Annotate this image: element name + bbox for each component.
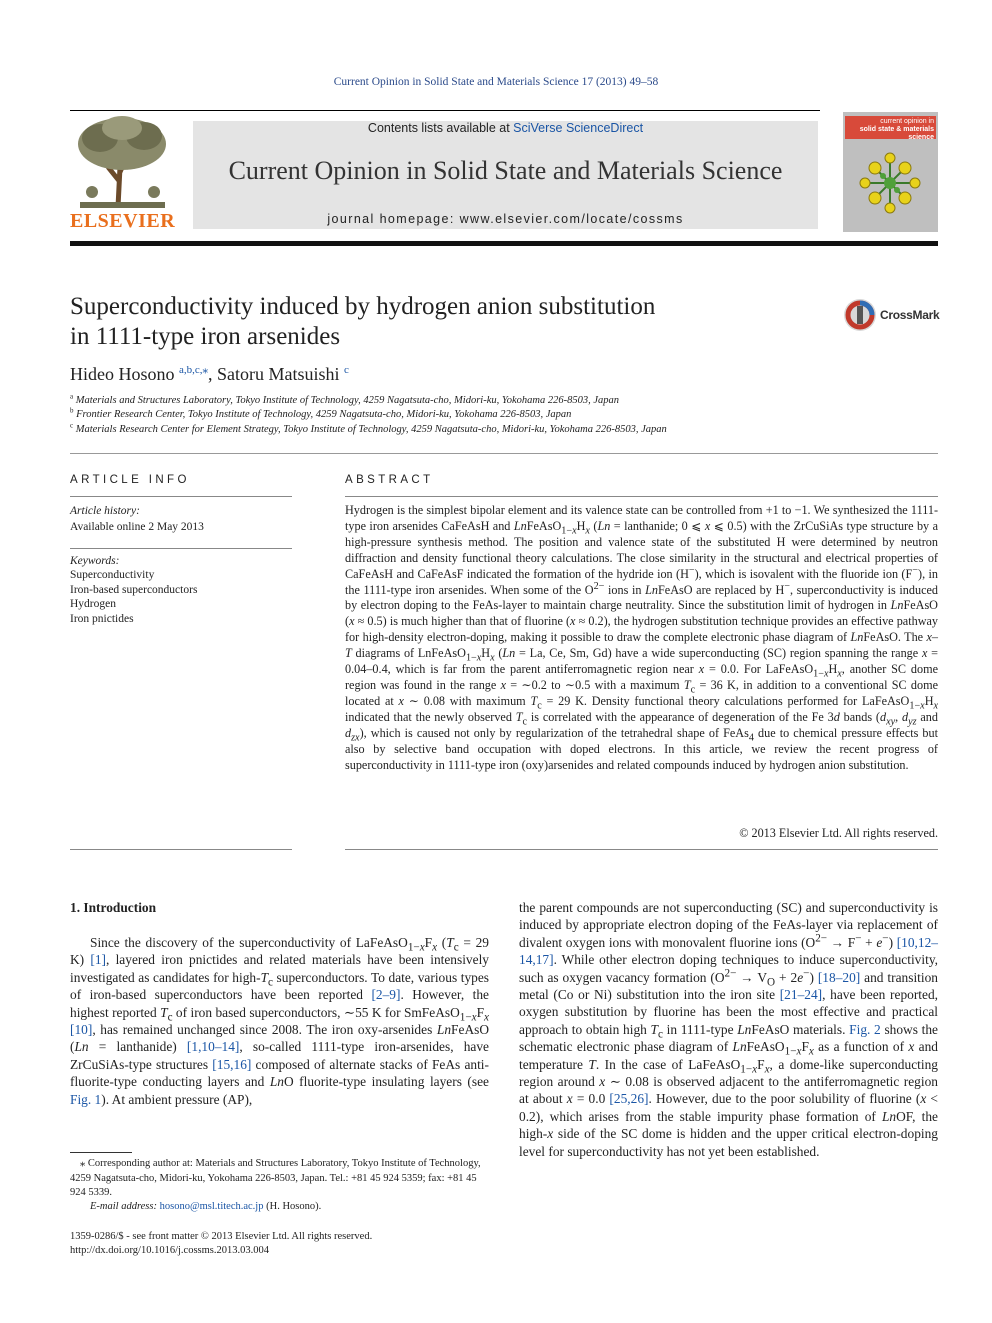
- affiliation: [70, 406, 572, 420]
- author-affiliation-marks[interactable]: a,b,c,: [179, 364, 203, 376]
- issn-line: 1359-0286/$ - see front matter © 2013 Elsevier Ltd. All rights reserved.: [70, 1231, 373, 1242]
- reference-link[interactable]: [10,12–14,17]: [519, 934, 938, 968]
- author-name[interactable]: Hideo Hosono: [70, 364, 175, 384]
- abstract-rule: [345, 496, 938, 497]
- affiliation-rule: [70, 453, 938, 454]
- email-label: E-mail address:: [90, 1201, 157, 1212]
- footnote-rule: [70, 1152, 132, 1153]
- header-thick-rule: [70, 241, 938, 246]
- keywords-rule: [70, 548, 292, 549]
- email-suffix: (H. Hosono).: [266, 1201, 322, 1212]
- author-affiliation-marks[interactable]: c: [344, 364, 349, 376]
- author-name[interactable]: Satoru Matsuishi: [217, 364, 340, 384]
- abstract-bottom-rule: [345, 849, 938, 850]
- reference-link[interactable]: [2–9]: [371, 987, 401, 1003]
- affiliation: [70, 392, 620, 406]
- contents-line: [193, 121, 818, 135]
- article-title: [70, 292, 770, 352]
- article-info-heading: ARTICLE INFO: [70, 474, 190, 486]
- reference-link[interactable]: [1]: [90, 952, 106, 968]
- reference-link[interactable]: [1,10–14]: [186, 1039, 240, 1055]
- author-list: Hideo Hosono $^{a,b,c,⁎}$, Satoru Matsuishi $^c$: [70, 364, 349, 384]
- keyword-item: Superconductivity: [70, 569, 155, 581]
- intro-paragraph-continued: the parent compounds are not superconducting (SC) and superconductivity is induced by appropriate electron doping of the FeAs-layer via replacement of divalent oxygen ions with monovalent fluorine ions $(O^{2-} \to F^- + e^-)$ [10,12–14,17]. While other electron doping techniques to induce superconductivity, such as oxygen vacancy formation $(O^{2-} \to V_O + 2e^-)$ [18–20] and transition metal (Co or Ni) substitution into the iron site [21–24], have been reported, oxygen substitution by fluorine has been the most effective and practical approach to obtain high $T_c$ in 1111-type LnFeAsO materials. Fig. 2 shows the schematic electronic phase diagram of $LnFeAsO_{1-x}F_x$ as a function of x and temperature T. In the case of $LaFeAsO_{1-x}F_x$, a dome-like superconducting region around x ∼ 0.08 is observed adjacent to the antiferromagnetic region at about x = 0.0 [25,26]. However, due to the poor solubility of fluorine (x < 0.2), which arises from the stable impurity phase formation of LnOF, the high-x side of the SC dome is hidden and the upper critical electron-doping level for superconductivity has not yet been established.: [519, 900, 939, 1159]
- journal-homepage: [193, 212, 818, 226]
- cover-band: [845, 116, 936, 139]
- affiliation-text: Materials and Structures Laboratory, Tokyo Institute of Technology, 4259 Nagatsuta-cho, Midori-ku, Yokohama 226-8503, Japan: [75, 395, 620, 406]
- cover-molecule-image: [855, 148, 925, 218]
- keywords-label: Keywords:: [70, 555, 120, 567]
- affiliation-mark: a: [70, 392, 74, 401]
- affiliation-text: Materials Research Center for Element Strategy, Tokyo Institute of Technology, 4259 Nagatsuta-cho, Midori-ku, Yokohama 226-8503, Japan: [75, 424, 667, 435]
- figure-link[interactable]: Fig. 2: [849, 1021, 881, 1037]
- article-title-line2: in 1111-type iron arsenides: [70, 323, 341, 350]
- cover-band-line2: solid state & materials science: [859, 126, 934, 141]
- abstract-text: Hydrogen is the simplest bipolar element and its valence state can be controlled from +1 to −1. We synthesized the 1111-type iron arsenides CaFeAsH and $LnFeAsO_{1-x}H_x$ (Ln = lanthanide; 0 ⩽ x ⩽ 0.5) with the ZrCuSiAs type structure by a high-pressure synthesis method. The position and valence state of the substituted H were determined by neutron diffraction and density functional theory calculations. The close similarity in the structural and electrical properties of CaFeAsH and CaFeAsF indicated the formation of the hydride ion (H−), which is isovalent with the fluoride ion (F−), in the 1111-type iron arsenides. When some of the $O^{2-}$ ions in LnFeAsO are replaced by H−, superconductivity is induced by electron doping to the FeAs-layer to maintain charge neutrality. Since the substitution limit of hydrogen in LnFeAsO (x ≈ 0.5) is much higher than that of fluorine (x ≈ 0.2), the hydrogen substitution technique provides an effective pathway for high-density electron-doping, making it possible to draw the complete electronic phase diagram of LnFeAsO. The x–T diagrams of $LnFeAsO_{1-x}H_x$ (Ln = La, Ce, Sm, Gd) have a wide superconducting (SC) region spanning the range x = 0.04–0.4, which is far from the parent antiferromagnetic region near x = 0.0. For $LaFeAsO_{1-x}H_x$, another SC dome region was found in the range x = ∼0.2 to ∼0.5 with a maximum $T_c = 36$ K, in addition to a conventional SC dome located at x ∼ 0.08 with maximum $T_c = 29$ K. Density functional theory calculations performed for $LaFeAsO_{1-x}H_x$ indicated that the newly observed $T_c$ is correlated with the appearance of degeneration of the Fe 3d bands ($d_{xy}$, $d_{yz}$ and $d_{zx}$), which is caused not only by regularization of the tetrahedral shape of FeAs$_4$ due to chemical pressure effects but also by selective band occupation with doped electrons. In this article, we review the recent progress of superconductivity in 1111-type iron (oxy)arsenides and related compounds induced by hydrogen anion substitution.: [345, 503, 939, 772]
- sciencedirect-link[interactable]: SciVerse ScienceDirect: [513, 121, 644, 135]
- intro-paragraph: Since the discovery of the superconductivity of $LaFeAsO_{1-x}F_x$ ($T_c = 29$ K) [1], layered iron pnictides and related materials have been intensively investigated as candidates for high-$T_c$ superconductors. To date, various types of iron-based superconductors have been reported [2–9]. However, the highest reported $T_c$ of iron based superconductors, ∼55 K for $SmFeAsO_{1-x}F_x$ [10], has remained unchanged since 2008. The iron oxy-arsenides LnFeAsO (Ln = lanthanide) [1,10–14], so-called 1111-type iron-arsenides, have ZrCuSiAs-type structures [15,16] composed of alternate stacks of FeAs anti-fluorite-type conducting layers and LnO fluorite-type insulating layers (see Fig. 1). At ambient pressure (AP),: [70, 935, 490, 1107]
- keyword-item: Iron pnictides: [70, 612, 134, 625]
- affiliation-text: Frontier Research Center, Tokyo Institute of Technology, 4259 Nagatsuta-cho, Midori-ku, Yokohama 226-8503, Japan: [76, 409, 572, 420]
- history-label: Article history:: [70, 505, 140, 517]
- affiliation-mark: b: [70, 406, 74, 415]
- contents-prefix: Contents lists available at: [367, 121, 514, 135]
- figure-link[interactable]: Fig. 1: [70, 1091, 102, 1107]
- journal-title: Current Opinion in Solid State and Materials Science: [228, 156, 783, 185]
- homepage-prefix: journal homepage:: [327, 212, 460, 226]
- corresponding-footnote: [70, 1157, 489, 1201]
- crossmark-label[interactable]: CrossMark: [880, 308, 940, 322]
- article-title-line1: Superconductivity induced by hydrogen anion substitution: [70, 293, 656, 320]
- keyword-item: Iron-based superconductors: [70, 583, 198, 596]
- affiliation-mark: c: [70, 421, 74, 430]
- reference-link[interactable]: [21–24]: [779, 987, 823, 1003]
- corresponding-mark[interactable]: ⁎: [202, 364, 209, 376]
- keyword-item: Hydrogen: [70, 598, 116, 610]
- doi-link[interactable]: http://dx.doi.org/10.1016/j.cossms.2013.03.004: [70, 1245, 270, 1256]
- reference-link[interactable]: [10]: [70, 1022, 93, 1038]
- article-info-rule: [70, 496, 292, 497]
- reference-link[interactable]: [18–20]: [817, 969, 861, 985]
- history-value: Available online 2 May 2013: [70, 521, 204, 533]
- abstract-heading: ABSTRACT: [345, 474, 434, 486]
- elsevier-wordmark[interactable]: ELSEVIER: [70, 210, 176, 232]
- crossmark-icon[interactable]: [843, 298, 877, 337]
- reference-link[interactable]: [15,16]: [212, 1056, 252, 1072]
- footnote-star: ⁎: [80, 1158, 86, 1169]
- reference-link[interactable]: [25,26]: [609, 1091, 649, 1107]
- section-heading: 1. Introduction: [70, 900, 157, 915]
- journal-citation[interactable]: Current Opinion in Solid State and Materials Science 17 (2013) 49–58: [333, 76, 659, 88]
- email-link[interactable]: hosono@msl.titech.ac.jp: [159, 1201, 264, 1212]
- homepage-url[interactable]: www.elsevier.com/locate/cossms: [459, 212, 684, 226]
- header-rule: [70, 110, 820, 111]
- article-info-bottom-rule: [70, 849, 292, 850]
- email-footnote: [70, 1200, 489, 1215]
- cover-band-line1: current opinion in: [880, 118, 934, 125]
- corresponding-text: Corresponding author at: Materials and Structures Laboratory, Tokyo Institute of Technology, 4259 Nagatsuta-cho, Midori-ku, Yokohama 226-8503, Japan. Tel.: +81 45 924 5359; fax: +81 45 924 5339.: [70, 1158, 481, 1198]
- affiliation: [70, 421, 667, 435]
- abstract-copyright: © 2013 Elsevier Ltd. All rights reserved.: [739, 826, 938, 840]
